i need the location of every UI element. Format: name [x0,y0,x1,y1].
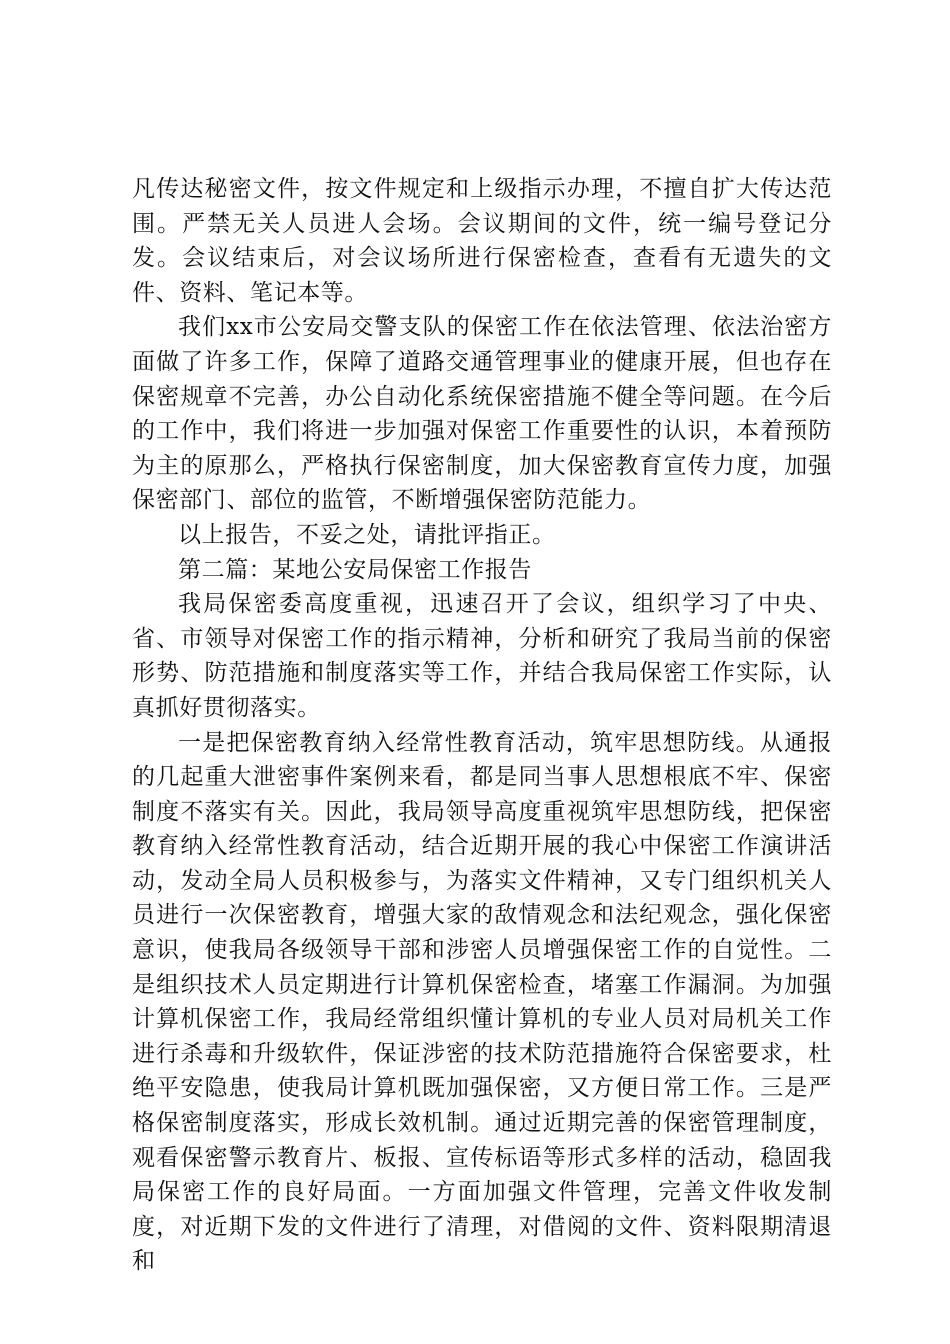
paragraph-traffic-police-summary: 我们xx市公安局交警支队的保密工作在依法管理、依法治密方面做了许多工作，保障了道路交通管理事业的健康开展，但也存在保密规章不完善，办公自动化系统保密措施不健全等问题。在今后的工作中，我们将进一步加强对保密工作重要性的认识，本着预防为主的原那么，严格执行保密制度，加大保密教育宣传力度，加强保密部门、部位的监管，不断增强保密防范能力。 [132,314,832,514]
paragraph-closing-remark: 以上报告，不妥之处，请批评指正。 [178,521,556,548]
document-body [132,172,832,1279]
paragraph-meeting-secrecy: 凡传达秘密文件，按文件规定和上级指示办理，不擅自扩大传达范围。严禁无关人员进人会场。会议期间的文件，统一编号登记分发。会议结束后，对会议场所进行保密检查，查看有无遗失的文件、资料、笔记本等。 [132,176,832,306]
section-heading-second-article: 第二篇：某地公安局保密工作报告 [178,556,532,583]
paragraph-measures: 一是把保密教育纳入经常性教育活动，筑牢思想防线。从通报的几起重大泄密事件案例来看，都是同当事人思想根底不牢、保密制度不落实有关。因此，我局领导高度重视筑牢思想防线，把保密教育纳入经常性教育活动，结合近期开展的我心中保密工作演讲活动，发动全局人员积极参与，为落实文件精神，又专门组织机关人员进行一次保密教育，增强大家的敌情观念和法纪观念，强化保密意识，使我局各级领导干部和涉密人员增强保密工作的自觉性。二是组织技术人员定期进行计算机保密检查，堵塞工作漏洞。为加强计算机保密工作，我局经常组织懂计算机的专业人员对局机关工作进行杀毒和升级软件，保证涉密的技术防范措施符合保密要求，杜绝平安隐患，使我局计算机既加强保密，又方便日常工作。三是严格保密制度落实，形成长效机制。通过近期完善的保密管理制度，观看保密警示教育片、板报、宣传标语等形式多样的活动，稳固我局保密工作的良好局面。一方面加强文件管理，完善文件收发制度，对近期下发的文件进行了清理，对借阅的文件、资料限期清退和 [132,729,832,1275]
paragraph-committee-meeting: 我局保密委高度重视，迅速召开了会议，组织学习了中央、省、市领导对保密工作的指示精神，分析和研究了我局当前的保密形势、防范措施和制度落实等工作，并结合我局保密工作实际，认真抓好贯彻落实。 [132,591,832,721]
